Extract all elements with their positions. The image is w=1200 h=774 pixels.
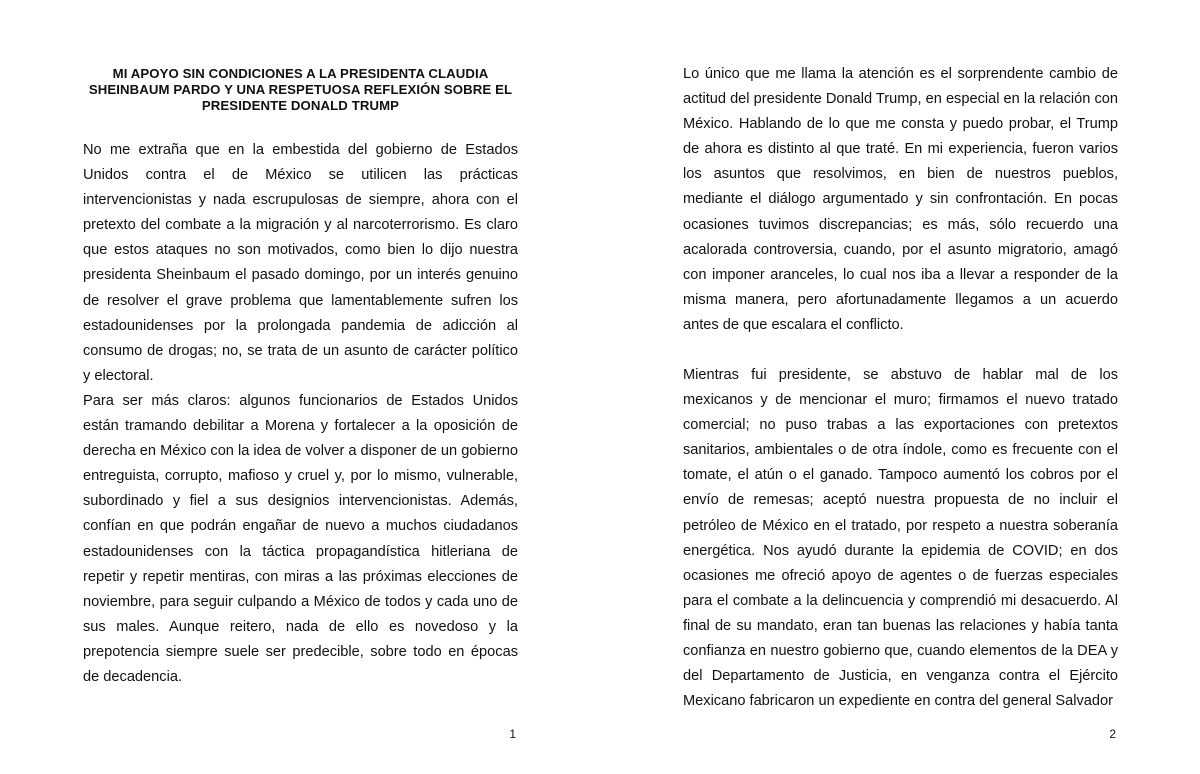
paragraph-1: No me extraña que en la embestida del gobierno de Estados Unidos contra el de México se utilicen las prácticas intervencionistas y nada escrupulosas de siempre, ahora con el pretexto del combate a la migración y al narcoterrorismo. Es claro que estos ataques no son motivados, como bien lo dijo nuestra presidenta Sheinbaum el pasado domingo, por un interés genuino de resolver el grave problema que lamentablemente sufren los estadounidenses por la prolongada pandemia de adicción al consumo de drogas; no, se trata de un asunto de carácter político y electoral.: [83, 142, 518, 384]
paragraph-4: Mientras fui presidente, se abstuvo de hablar mal de los mexicanos y de mencionar el muro; firmamos el nuevo tratado comercial; no puso trabas a las exportaciones con pretextos sanitarios, ambientales o de otra índole, como es frecuente con el tomate, el atún o el ganado. Tampoco aumentó los cobros por el envío de remesas; aceptó nuestra propuesta de no incluir el petróleo de México en el tratado, por respeto a nuestra soberanía energética. Nos ayudó durante la epidemia de COVID; en dos ocasiones me ofreció apoyo de agentes o de fuerzas especiales para el combate a la delincuencia y comprendió mi desacuerdo. Al final de su mandato, eran tan buenas las relaciones y había tanta confianza en nuestro gobierno que, cuando elementos de la DEA y del Departamento de Justicia, en venganza contra el Ejército Mexicano fabricaron un expediente en contra del general Salvador: [683, 367, 1118, 710]
page-number: 1: [509, 727, 516, 741]
page-2: [600, 0, 1200, 774]
document-title: MI APOYO SIN CONDICIONES A LA PRESIDENTA CLAUDIA SHEINBAUM PARDO Y UNA RESPETUOSA REFLEXIÓN SOBRE EL PRESIDENTE DONALD TRUMP: [88, 66, 513, 113]
page-number: 2: [1109, 727, 1116, 741]
paragraph-3: Lo único que me llama la atención es el sorprendente cambio de actitud del presidente Donald Trump, en especial en la relación con México. Hablando de lo que me consta y puedo probar, el Trump de ahora es distinto al que traté. En mi experiencia, fueron varios los asuntos que resolvimos, en bien de nuestros pueblos, mediante el diálogo argumentado y sin confrontación. En pocas ocasiones tuvimos discrepancias; es más, sólo recuerdo una acalorada controversia, cuando, por el asunto migratorio, amagó con imponer aranceles, lo cual nos iba a llevar a responder de la misma manera, pero afortunadamente llegamos a un acuerdo antes de que escalara el conflicto.: [683, 66, 1118, 333]
paragraph-2: Para ser más claros: algunos funcionarios de Estados Unidos están tramando debilitar a Morena y fortalecer a la oposición de derecha en México con la idea de volver a disponer de un gobierno entreguista, corrupto, mafioso y cruel y, por lo mismo, vulnerable, subordinado y fiel a sus designios intervencionistas. Además, confían en que podrán engañar de nuevo a muchos ciudadanos estadounidenses con la táctica propagandística hitleriana de repetir y repetir mentiras, con miras a las próximas elecciones de noviembre, para seguir culpando a México de todos y cada uno de sus males. Aunque reitero, nada de ello es novedoso y la prepotencia siempre suele ser predecible, sobre todo en épocas de decadencia.: [83, 393, 518, 686]
